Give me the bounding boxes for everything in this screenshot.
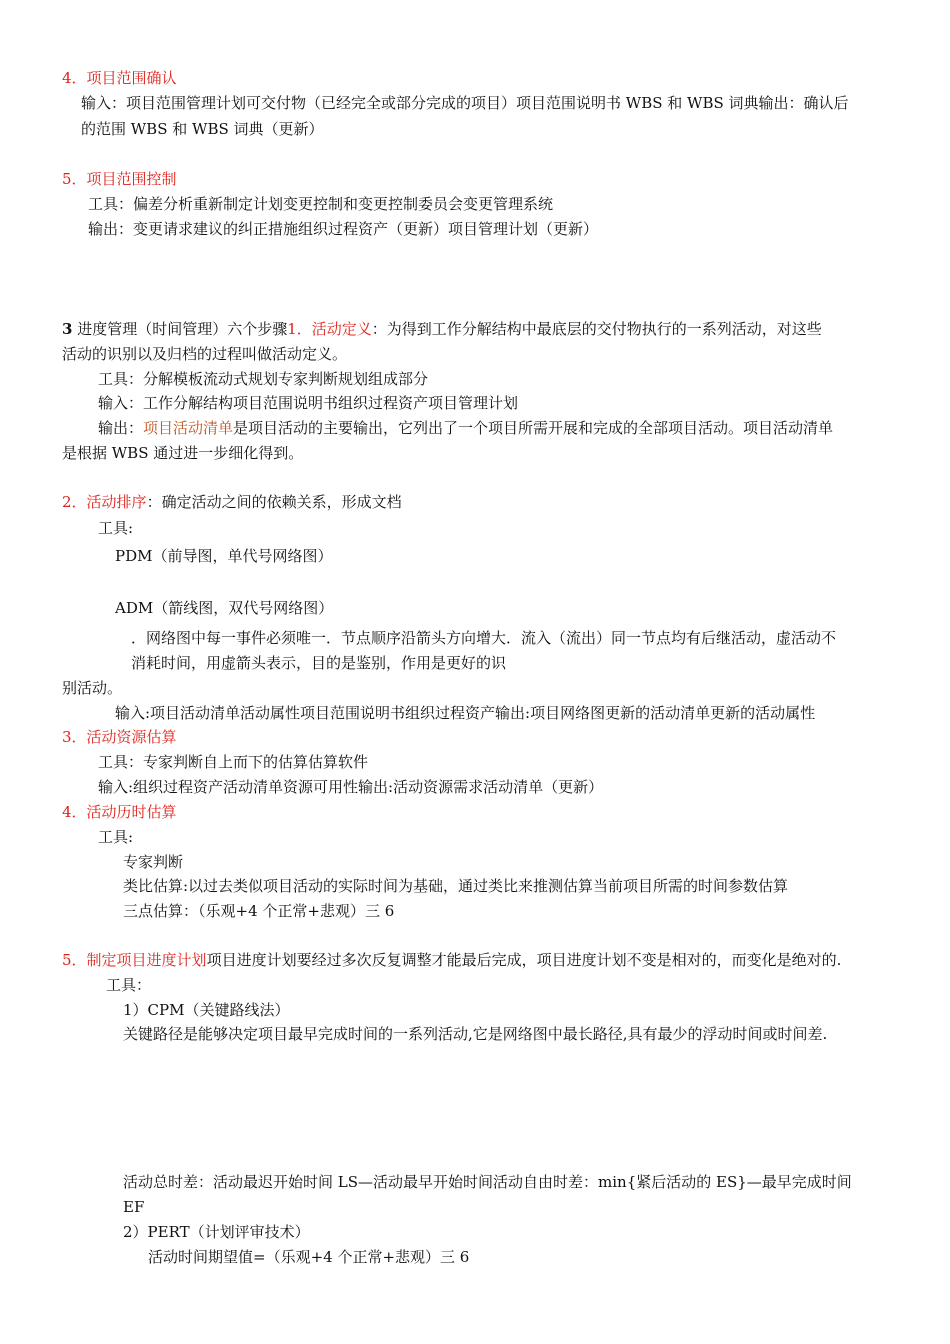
three-point-estimating-item: 三点估算：（乐观+4 个正常+悲观）三 6 xyxy=(123,902,395,920)
step1-output-rest: 是项目活动的主要输出，它列出了一个项目所需开展和完成的全部项目活动。项目活动清单 xyxy=(233,419,834,437)
adm-item: ADM（箭线图，双代号网络图） xyxy=(115,599,334,617)
resource-tools: 工具：专家判断自上而下的估算估算软件 xyxy=(98,753,369,771)
ch3-intro-line2: 活动的识别以及归档的过程叫做活动定义。 xyxy=(62,345,348,363)
cpm-item: 1）CPM（关键路线法） xyxy=(123,1001,290,1019)
sequencing-heading-line xyxy=(62,490,402,514)
sequencing-number: 2． xyxy=(62,493,87,511)
heading-scope-confirm: 4．项目范围确认 xyxy=(62,69,177,87)
step1-output-line2: 是根据 WBS 通过进一步细化得到。 xyxy=(62,444,304,462)
step1-inputs: 输入：工作分解结构项目范围说明书组织过程资产项目管理计划 xyxy=(98,394,519,412)
step1-tools: 工具：分解模板流动式规划专家判断规划组成部分 xyxy=(98,370,429,388)
scope-confirm-io-line1: 输入：项目范围管理计划可交付物（已经完全或部分完成的项目）项目范围说明书 WBS 和 WBS 词典输出：确认后 xyxy=(81,94,849,112)
expert-judgment-item: 专家判断 xyxy=(123,853,184,871)
scope-control-tools: 工具：偏差分析重新制定计划变更控制和变更控制委员会变更管理系统 xyxy=(88,195,554,213)
resource-io: 输入:组织过程资产活动清单资源可用性输出:活动资源需求活动清单（更新） xyxy=(98,778,604,796)
step1-output-prefix: 输出： xyxy=(98,419,144,437)
cpm-description: 关键路径是能够决定项目最早完成时间的一系列活动,它是网络图中最长路径,具有最少的浮动时间或时间差. xyxy=(123,1025,828,1043)
float-definition-line2: EF xyxy=(123,1198,145,1216)
heading-resource-estimating: 3．活动资源估算 xyxy=(62,728,177,746)
schedule-title: 制定项目进度计划 xyxy=(86,951,207,969)
sequencing-tools-label: 工具: xyxy=(98,519,134,537)
sequencing-io: 输入:项目活动清单活动属性项目范围说明书组织过程资产输出:项目网络图更新的活动清单更新的活动属性 xyxy=(115,704,816,722)
duration-tools-label: 工具: xyxy=(98,828,134,846)
step1-output-line xyxy=(98,416,833,440)
scope-confirm-io-line2: 的范围 WBS 和 WBS 词典（更新） xyxy=(81,120,324,138)
network-note-line2: 消耗时间，用虚箭头表示，目的是鉴别，作用是更好的识 xyxy=(131,654,507,672)
schedule-heading-line xyxy=(62,948,841,972)
sequencing-title: 活动排序 xyxy=(86,493,147,511)
step1-activity-definition-label: 1．活动定义 xyxy=(287,320,372,338)
pdm-item: PDM（前导图，单代号网络图） xyxy=(115,547,333,565)
sequencing-description: ：确定活动之间的依赖关系，形成文档 xyxy=(146,493,402,511)
schedule-description: 项目进度计划要经过多次反复调整才能最后完成，项目进度计划不变是相对的，而变化是绝对的. xyxy=(206,951,842,969)
activity-list-highlight: 项目活动清单 xyxy=(143,419,234,437)
analogous-estimating-item: 类比估算:以过去类似项目活动的实际时间为基础，通过类比来推测估算当前项目所需的时间参数估算 xyxy=(123,877,789,895)
network-note-line3: 别活动。 xyxy=(62,679,123,697)
float-definition-line1: 活动总时差：活动最迟开始时间 LS—活动最早开始时间活动自由时差：min{紧后活动的 ES}—最早完成时间 xyxy=(123,1173,852,1191)
heading-scope-control: 5．项目范围控制 xyxy=(62,170,177,188)
schedule-number: 5． xyxy=(62,951,87,969)
pert-item: 2）PERT（计划评审技术） xyxy=(123,1223,310,1241)
scope-control-outputs: 输出：变更请求建议的纠正措施组织过程资产（更新）项目管理计划（更新） xyxy=(88,220,599,238)
ch3-intro: 进度管理（时间管理）六个步骤 xyxy=(77,320,288,338)
pert-description: 活动时间期望值=（乐观+4 个正常+悲观）三 6 xyxy=(148,1248,470,1266)
heading-duration-estimating: 4．活动历时估算 xyxy=(62,803,177,821)
step1-description: ：为得到工作分解结构中最底层的交付物执行的一系列活动，对这些 xyxy=(371,320,822,338)
ch3-number: 3 xyxy=(62,320,73,338)
schedule-tools-label: 工具： xyxy=(106,976,152,994)
network-note-line1: ．网络图中每一事件必须唯一．节点顺序沿箭头方向增大．流入（流出）同一节点均有后继活动，虚活动不 xyxy=(131,629,837,647)
ch3-intro-line xyxy=(62,317,822,341)
